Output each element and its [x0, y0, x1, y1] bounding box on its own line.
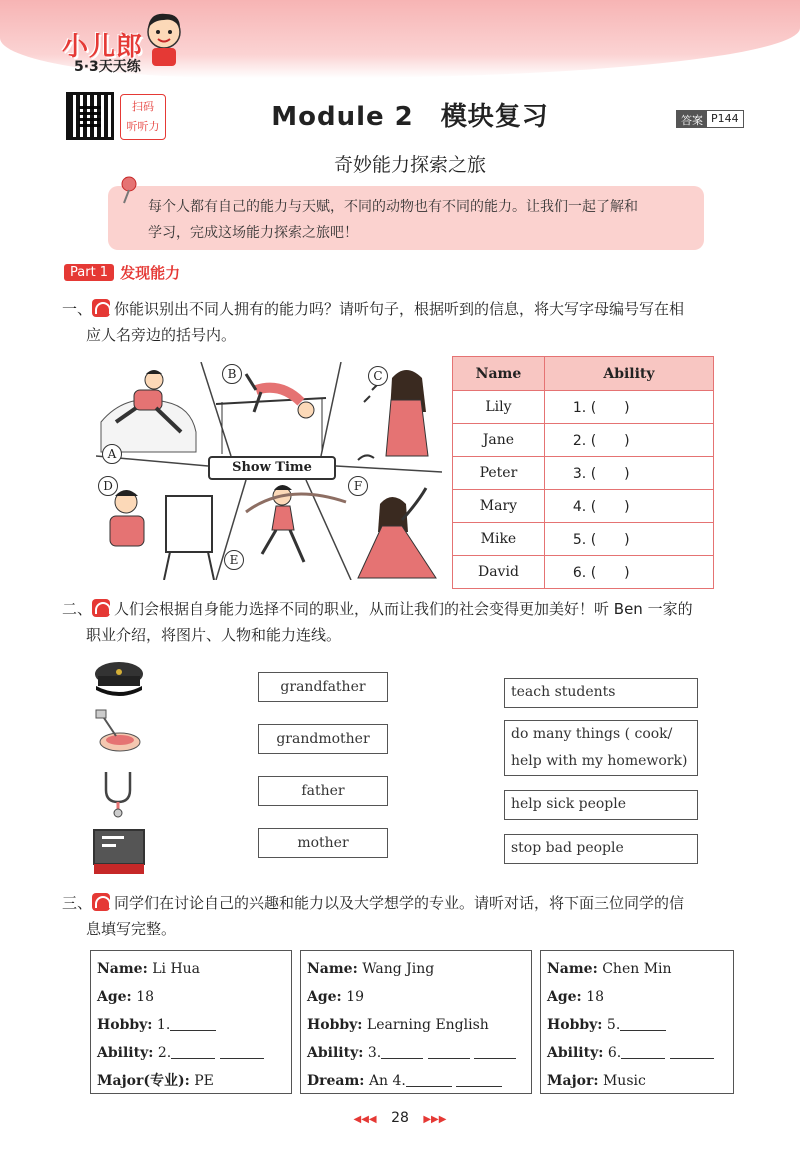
- ability-stop-bad-people[interactable]: stop bad people: [504, 834, 698, 864]
- table-row: [453, 457, 714, 490]
- question-3: 三、 同学们在讨论自己的兴趣和能力以及大学想学的专业。请听对话，将下面三位同学的信 息填写完整。: [62, 894, 685, 938]
- scene-e-running: [246, 485, 346, 562]
- table-row: [453, 490, 714, 523]
- person-grandmother[interactable]: grandmother: [258, 724, 388, 754]
- answer-page-tag: 答案 P144: [676, 110, 744, 128]
- row-name: Peter: [453, 457, 545, 490]
- answer-blank[interactable]: [456, 1073, 502, 1087]
- row-name: Lily: [453, 391, 545, 424]
- answer-blank[interactable]: [474, 1045, 516, 1059]
- question-2: 二、 人们会根据自身能力选择不同的职业，从而让我们的社会变得更加美好！听 Ben 一家的 职业介绍，将图片、人物和能力连线。: [62, 600, 693, 644]
- blackboard-icon: [90, 826, 148, 876]
- picture-label-a: A: [102, 444, 122, 464]
- person-grandfather[interactable]: grandfather: [258, 672, 388, 702]
- picture-label-f: F: [348, 476, 368, 496]
- pushpin-icon: [118, 176, 140, 204]
- part-badge: Part 1: [64, 264, 114, 281]
- scene-d-painting: [110, 490, 214, 580]
- scene-a-climbing: [101, 370, 196, 452]
- scene-b-high-jump: [216, 374, 326, 454]
- mascot-icon: [140, 8, 188, 68]
- picture-label-c: C: [368, 366, 388, 386]
- row-name: David: [453, 556, 545, 589]
- answer-blank[interactable]: 2. ( ): [544, 424, 713, 457]
- name-ability-table: [452, 356, 714, 589]
- table-row: [453, 556, 714, 589]
- brand-subtitle: 5·3天天练: [74, 59, 141, 75]
- answer-blank[interactable]: [620, 1017, 666, 1031]
- brand-logo: 小儿郎: [62, 32, 144, 62]
- table-header-name: Name: [453, 357, 545, 391]
- row-name: Jane: [453, 424, 545, 457]
- ability-picture-panel: [96, 362, 442, 580]
- table-header-ability: Ability: [544, 357, 713, 391]
- headphone-icon[interactable]: [92, 893, 110, 911]
- headphone-icon[interactable]: [92, 599, 110, 617]
- prev-arrows-icon: ◀◀◀: [353, 1114, 377, 1125]
- police-cap-icon: [90, 654, 148, 704]
- answer-blank[interactable]: 6. ( ): [544, 556, 713, 589]
- answer-blank[interactable]: [170, 1017, 216, 1031]
- ability-do-many-things[interactable]: do many things ( cook/ help with my homework): [504, 720, 698, 776]
- answer-blank[interactable]: [670, 1045, 714, 1059]
- answer-blank[interactable]: [220, 1045, 264, 1059]
- intro-box: 每个人都有自己的能力与天赋，不同的动物也有不同的能力。让我们一起了解和 学习，完成这场能力探索之旅吧！: [108, 186, 704, 250]
- question-1: 一、 你能识别出不同人拥有的能力吗？请听句子，根据听到的信息，将大写字母编号写在相 应人名旁边的括号内。: [62, 300, 685, 344]
- answer-blank[interactable]: [428, 1045, 470, 1059]
- scene-c-singing: [358, 370, 428, 460]
- answer-blank[interactable]: 3. ( ): [544, 457, 713, 490]
- picture-label-d: D: [98, 476, 118, 496]
- student-card-li-hua: Name: Li Hua Age: 18 Hobby: 1. Ability: 2. Major(专业): PE: [90, 950, 292, 1094]
- answer-blank[interactable]: 5. ( ): [544, 523, 713, 556]
- person-mother[interactable]: mother: [258, 828, 388, 858]
- picture-label-e: E: [224, 550, 244, 570]
- stethoscope-icon: [90, 768, 148, 818]
- row-name: Mike: [453, 523, 545, 556]
- qr-code-icon[interactable]: [66, 92, 114, 140]
- part-title: 发现能力: [120, 264, 181, 282]
- ability-help-sick-people[interactable]: help sick people: [504, 790, 698, 820]
- scene-f-dancing: [358, 488, 436, 578]
- picture-label-b: B: [222, 364, 242, 384]
- next-arrows-icon: ▶▶▶: [423, 1114, 447, 1125]
- student-card-chen-min: Name: Chen Min Age: 18 Hobby: 5. Ability: 6. Major: Music: [540, 950, 734, 1094]
- answer-blank[interactable]: [381, 1045, 423, 1059]
- show-time-sign: Show Time: [208, 456, 336, 480]
- row-name: Mary: [453, 490, 545, 523]
- person-father[interactable]: father: [258, 776, 388, 806]
- page-title: Module 2 模块复习: [271, 102, 549, 132]
- page-subtitle: 奇妙能力探索之旅: [333, 154, 486, 176]
- page-footer: [340, 1110, 460, 1126]
- student-card-wang-jing: Name: Wang Jing Age: 19 Hobby: Learning English Ability: 3. Dream: An 4.: [300, 950, 532, 1094]
- answer-blank[interactable]: 4. ( ): [544, 490, 713, 523]
- part-1-heading: [64, 262, 180, 283]
- table-row: [453, 424, 714, 457]
- table-row: [453, 523, 714, 556]
- ability-teach-students[interactable]: teach students: [504, 678, 698, 708]
- answer-blank[interactable]: [621, 1045, 665, 1059]
- answer-blank[interactable]: [171, 1045, 215, 1059]
- answer-blank[interactable]: 1. ( ): [544, 391, 713, 424]
- cooking-tools-icon: [90, 708, 148, 758]
- scan-listen-label: 扫码 听听力: [120, 94, 166, 140]
- headphone-icon[interactable]: [92, 299, 110, 317]
- page-number: 28: [391, 1110, 409, 1126]
- answer-blank[interactable]: [406, 1073, 452, 1087]
- table-row: [453, 391, 714, 424]
